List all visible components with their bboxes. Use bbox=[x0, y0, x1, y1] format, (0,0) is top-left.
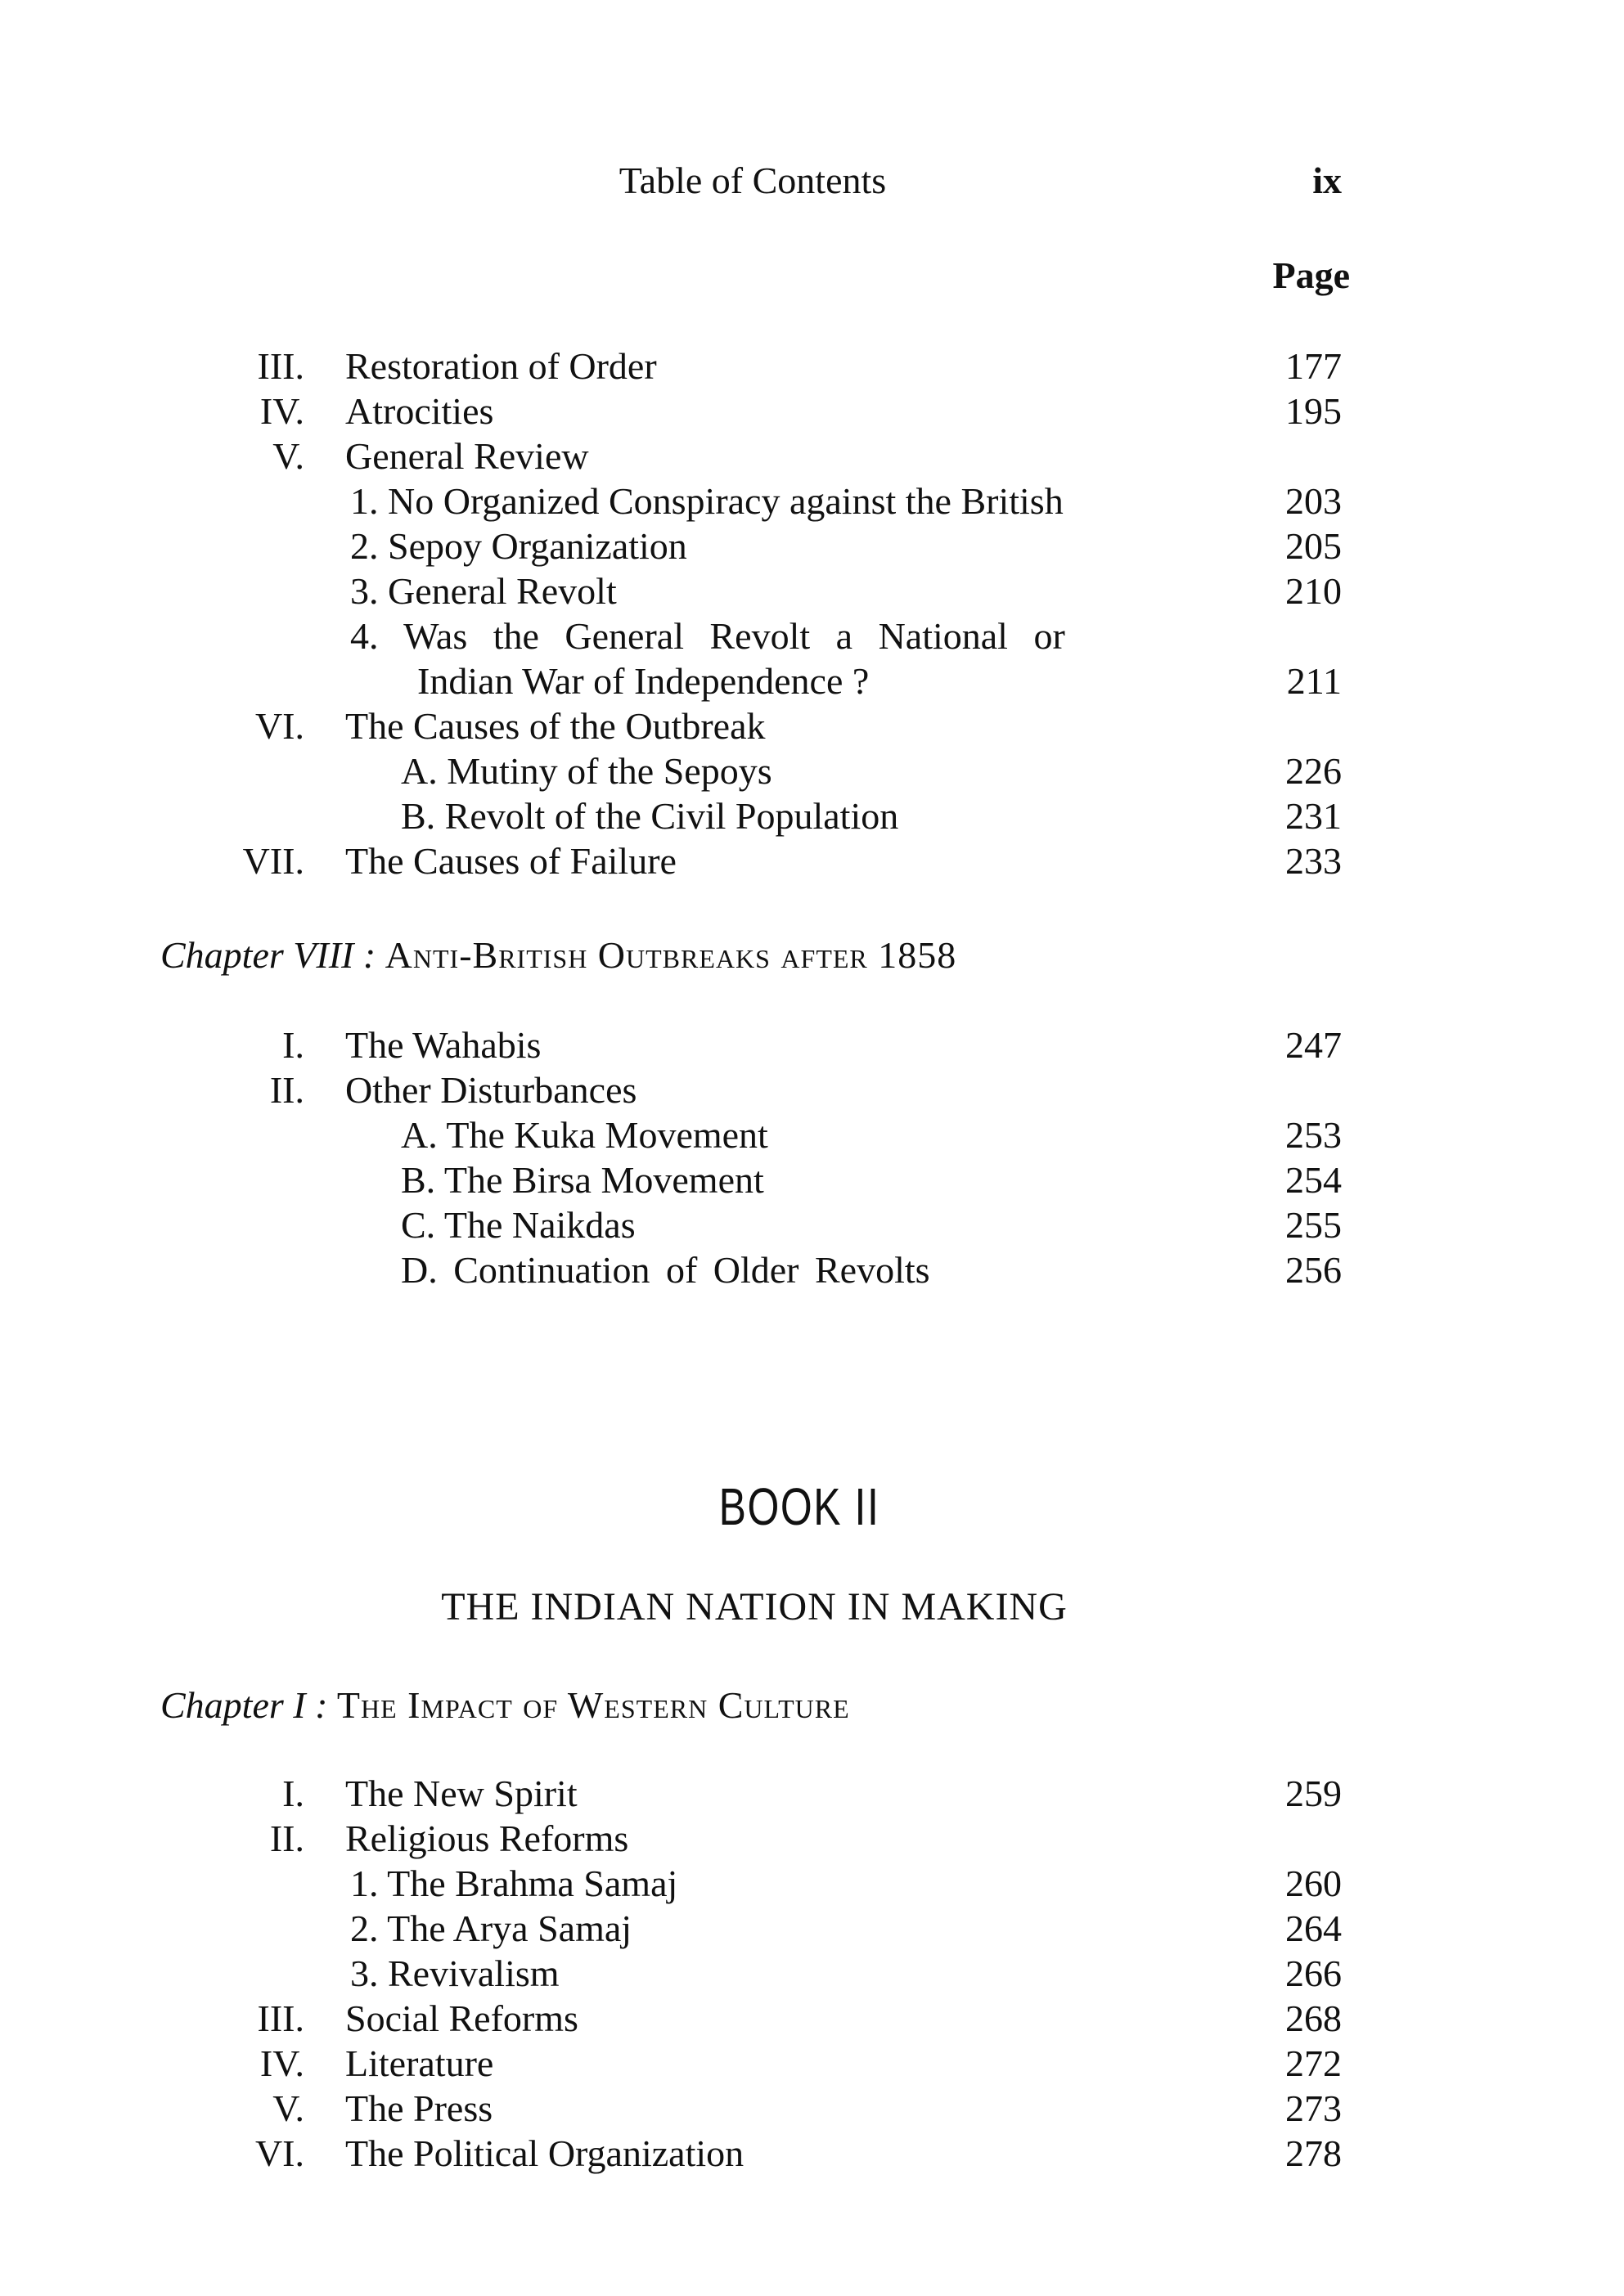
entry-page: 278 bbox=[1285, 2132, 1342, 2174]
entry-title: A. Mutiny of the Sepoys bbox=[401, 750, 772, 792]
entry-title: 1. No Organized Conspiracy against the British bbox=[350, 480, 1064, 522]
toc-entry bbox=[0, 838, 1624, 884]
entry-title: 2. Sepoy Organization bbox=[350, 525, 687, 567]
chapter-heading bbox=[160, 932, 956, 978]
entry-page: 205 bbox=[1285, 525, 1342, 567]
chapter-label: Chapter I : bbox=[160, 1684, 328, 1726]
entry-number: VII. bbox=[242, 840, 304, 882]
entry-title: B. The Birsa Movement bbox=[401, 1159, 764, 1201]
entry-page: 268 bbox=[1285, 1997, 1342, 2039]
entry-page: 231 bbox=[1285, 795, 1342, 837]
entry-number: III. bbox=[257, 345, 304, 387]
toc-entry bbox=[0, 523, 1624, 569]
chapter-title: The Impact of Western Culture bbox=[336, 1684, 850, 1726]
toc-entry bbox=[0, 479, 1624, 524]
entry-number: III. bbox=[257, 1997, 304, 2039]
entry-number: I. bbox=[282, 1773, 304, 1814]
entry-title: The Wahabis bbox=[345, 1024, 542, 1066]
entry-page: 255 bbox=[1285, 1204, 1342, 1246]
entry-page: 264 bbox=[1285, 1907, 1342, 1949]
entry-page: 210 bbox=[1285, 570, 1342, 612]
toc-entry bbox=[0, 344, 1624, 389]
entry-page: 226 bbox=[1285, 750, 1342, 792]
entry-title: The Political Organization bbox=[345, 2132, 745, 2174]
entry-page: 266 bbox=[1285, 1952, 1342, 1994]
entry-number: II. bbox=[269, 1817, 304, 1859]
toc-entry bbox=[0, 389, 1624, 434]
chapter-heading bbox=[160, 1683, 850, 1728]
entry-title: B. Revolt of the Civil Population bbox=[401, 795, 899, 837]
entry-number: IV. bbox=[259, 2042, 304, 2084]
entry-page: 256 bbox=[1285, 1249, 1342, 1291]
toc-entry bbox=[0, 1247, 1624, 1293]
entry-number: V. bbox=[272, 2087, 304, 2129]
chapter-label: Chapter VIII : bbox=[160, 934, 376, 976]
toc-entry bbox=[0, 1022, 1624, 1068]
entry-page: 273 bbox=[1285, 2087, 1342, 2129]
toc-entry bbox=[0, 1816, 1624, 1862]
entry-page: 211 bbox=[1286, 660, 1342, 702]
entry-title: 3. Revivalism bbox=[350, 1952, 560, 1994]
toc-entry bbox=[0, 568, 1624, 614]
entry-title: The New Spirit bbox=[345, 1773, 578, 1814]
entry-title: D. Continuation of Older Revolts bbox=[401, 1249, 930, 1291]
toc-entry bbox=[0, 748, 1624, 794]
entry-title: The Press bbox=[345, 2087, 493, 2129]
entry-title: Literature bbox=[345, 2042, 494, 2084]
toc-entry bbox=[0, 613, 1624, 659]
entry-number: II. bbox=[269, 1069, 304, 1111]
entry-number: VI. bbox=[254, 705, 304, 747]
toc-entry bbox=[0, 658, 1624, 704]
entry-title: Atrocities bbox=[345, 390, 494, 432]
entry-title: C. The Naikdas bbox=[401, 1204, 636, 1246]
toc-entry bbox=[0, 1202, 1624, 1248]
book-subtitle: THE INDIAN NATION IN MAKING bbox=[441, 1585, 1068, 1629]
toc-entry bbox=[0, 1951, 1624, 1997]
toc-entry bbox=[0, 2086, 1624, 2132]
entry-page: 247 bbox=[1285, 1024, 1342, 1066]
toc-entry bbox=[0, 793, 1624, 839]
toc-entry bbox=[0, 1996, 1624, 2042]
entry-page: 177 bbox=[1285, 345, 1342, 387]
entry-number: I. bbox=[282, 1024, 304, 1066]
toc-entry bbox=[0, 1906, 1624, 1952]
chapter-title: Anti-British Outbreaks after 1858 bbox=[385, 934, 957, 976]
page-folio: ix bbox=[1312, 160, 1342, 201]
entry-title: Social Reforms bbox=[345, 1997, 578, 2039]
entry-page: 195 bbox=[1285, 390, 1342, 432]
entry-number: VI. bbox=[254, 2132, 304, 2174]
entry-page: 254 bbox=[1285, 1159, 1342, 1201]
entry-title: Other Disturbances bbox=[345, 1069, 637, 1111]
entry-number: IV. bbox=[259, 390, 304, 432]
toc-entry bbox=[0, 1067, 1624, 1113]
entry-page: 260 bbox=[1285, 1862, 1342, 1904]
entry-title: 1. The Brahma Samaj bbox=[350, 1862, 678, 1904]
book-title: BOOK II bbox=[718, 1477, 880, 1536]
entry-title: Religious Reforms bbox=[345, 1817, 629, 1859]
entry-page: 272 bbox=[1285, 2042, 1342, 2084]
toc-entry bbox=[0, 1112, 1624, 1158]
entry-title: The Causes of Failure bbox=[345, 840, 677, 882]
entry-title: General Review bbox=[345, 435, 589, 477]
entry-title: The Causes of the Outbreak bbox=[345, 705, 766, 747]
entry-page: 259 bbox=[1285, 1773, 1342, 1814]
toc-entry bbox=[0, 2041, 1624, 2087]
page-column-heading: Page bbox=[1272, 254, 1350, 296]
entry-number: V. bbox=[272, 435, 304, 477]
entry-title: 3. General Revolt bbox=[350, 570, 617, 612]
entry-title: Restoration of Order bbox=[345, 345, 657, 387]
entry-page: 203 bbox=[1285, 480, 1342, 522]
toc-entry bbox=[0, 1861, 1624, 1907]
entry-title: 4. Was the General Revolt a National or bbox=[350, 615, 1065, 657]
entry-title: A. The Kuka Movement bbox=[401, 1114, 768, 1156]
entry-page: 233 bbox=[1285, 840, 1342, 882]
toc-entry bbox=[0, 1771, 1624, 1817]
running-head: Table of Contents bbox=[619, 160, 887, 201]
toc-entry bbox=[0, 2131, 1624, 2177]
entry-title: Indian War of Independence ? bbox=[417, 660, 870, 702]
entry-title: 2. The Arya Samaj bbox=[350, 1907, 632, 1949]
toc-entry bbox=[0, 703, 1624, 749]
entry-page: 253 bbox=[1285, 1114, 1342, 1156]
toc-entry bbox=[0, 1157, 1624, 1203]
toc-entry bbox=[0, 434, 1624, 479]
